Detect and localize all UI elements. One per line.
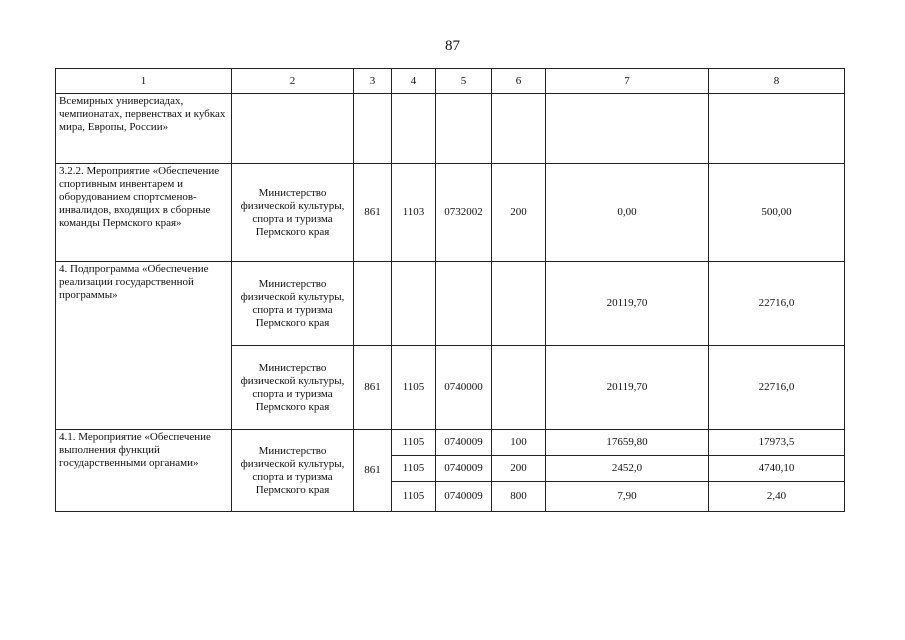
cell	[546, 94, 709, 164]
cell	[392, 94, 436, 164]
code-5: 0740009	[436, 430, 492, 456]
code-6: 800	[492, 482, 546, 512]
table-row	[56, 262, 845, 346]
amount-8: 2,40	[709, 482, 845, 512]
code-5: 0740009	[436, 456, 492, 482]
ministry-cell: Министерство физической культуры, спорта и туризма Пермского края	[232, 164, 354, 262]
cell	[492, 262, 546, 346]
code-6: 200	[492, 456, 546, 482]
amount-8: 17973,5	[709, 430, 845, 456]
cell	[709, 94, 845, 164]
table-row	[56, 94, 845, 164]
amount-8: 4740,10	[709, 456, 845, 482]
header-cell: 4	[392, 69, 436, 94]
header-row	[56, 69, 845, 94]
activity-name: 4. Подпрограмма «Обеспечение реализации государственной программы»	[56, 262, 232, 430]
amount-7: 17659,80	[546, 430, 709, 456]
cell	[392, 262, 436, 346]
cell	[354, 94, 392, 164]
code-5: 0740009	[436, 482, 492, 512]
page-number: 87	[445, 38, 460, 54]
table-row	[56, 430, 845, 456]
code-3: 861	[354, 430, 392, 512]
code-6: 100	[492, 430, 546, 456]
header-cell: 6	[492, 69, 546, 94]
code-4: 1105	[392, 346, 436, 430]
activity-name: Всемирных универсиадах, чемпионатах, первенствах и кубках мира, Европы, России»	[56, 94, 232, 164]
cell	[354, 262, 392, 346]
amount-7: 7,90	[546, 482, 709, 512]
code-4: 1105	[392, 482, 436, 512]
code-3: 861	[354, 346, 392, 430]
amount-7: 20119,70	[546, 262, 709, 346]
amount-8: 500,00	[709, 164, 845, 262]
header-cell: 7	[546, 69, 709, 94]
header-cell: 1	[56, 69, 232, 94]
code-6: 200	[492, 164, 546, 262]
amount-8: 22716,0	[709, 346, 845, 430]
cell	[436, 94, 492, 164]
cell	[492, 346, 546, 430]
header-cell: 5	[436, 69, 492, 94]
amount-7: 0,00	[546, 164, 709, 262]
header-cell: 2	[232, 69, 354, 94]
amount-7: 2452,0	[546, 456, 709, 482]
amount-8: 22716,0	[709, 262, 845, 346]
header-cell: 3	[354, 69, 392, 94]
ministry-cell: Министерство физической культуры, спорта и туризма Пермского края	[232, 430, 354, 512]
cell	[492, 94, 546, 164]
activity-name: 4.1. Мероприятие «Обеспечение выполнения функций государственными органами»	[56, 430, 232, 512]
code-4: 1105	[392, 430, 436, 456]
code-5: 0740000	[436, 346, 492, 430]
code-5: 0732002	[436, 164, 492, 262]
activity-name: 3.2.2. Мероприятие «Обеспечение спортивным инвентарем и оборудованием спортсменов-инвалидов, входящих в сборные команды Пермского края»	[56, 164, 232, 262]
ministry-cell: Министерство физической культуры, спорта и туризма Пермского края	[232, 262, 354, 346]
code-4: 1103	[392, 164, 436, 262]
amount-7: 20119,70	[546, 346, 709, 430]
code-3: 861	[354, 164, 392, 262]
budget-table	[55, 68, 845, 512]
cell	[436, 262, 492, 346]
ministry-cell	[232, 94, 354, 164]
ministry-cell: Министерство физической культуры, спорта и туризма Пермского края	[232, 346, 354, 430]
code-4: 1105	[392, 456, 436, 482]
table-row	[56, 164, 845, 262]
header-cell: 8	[709, 69, 845, 94]
